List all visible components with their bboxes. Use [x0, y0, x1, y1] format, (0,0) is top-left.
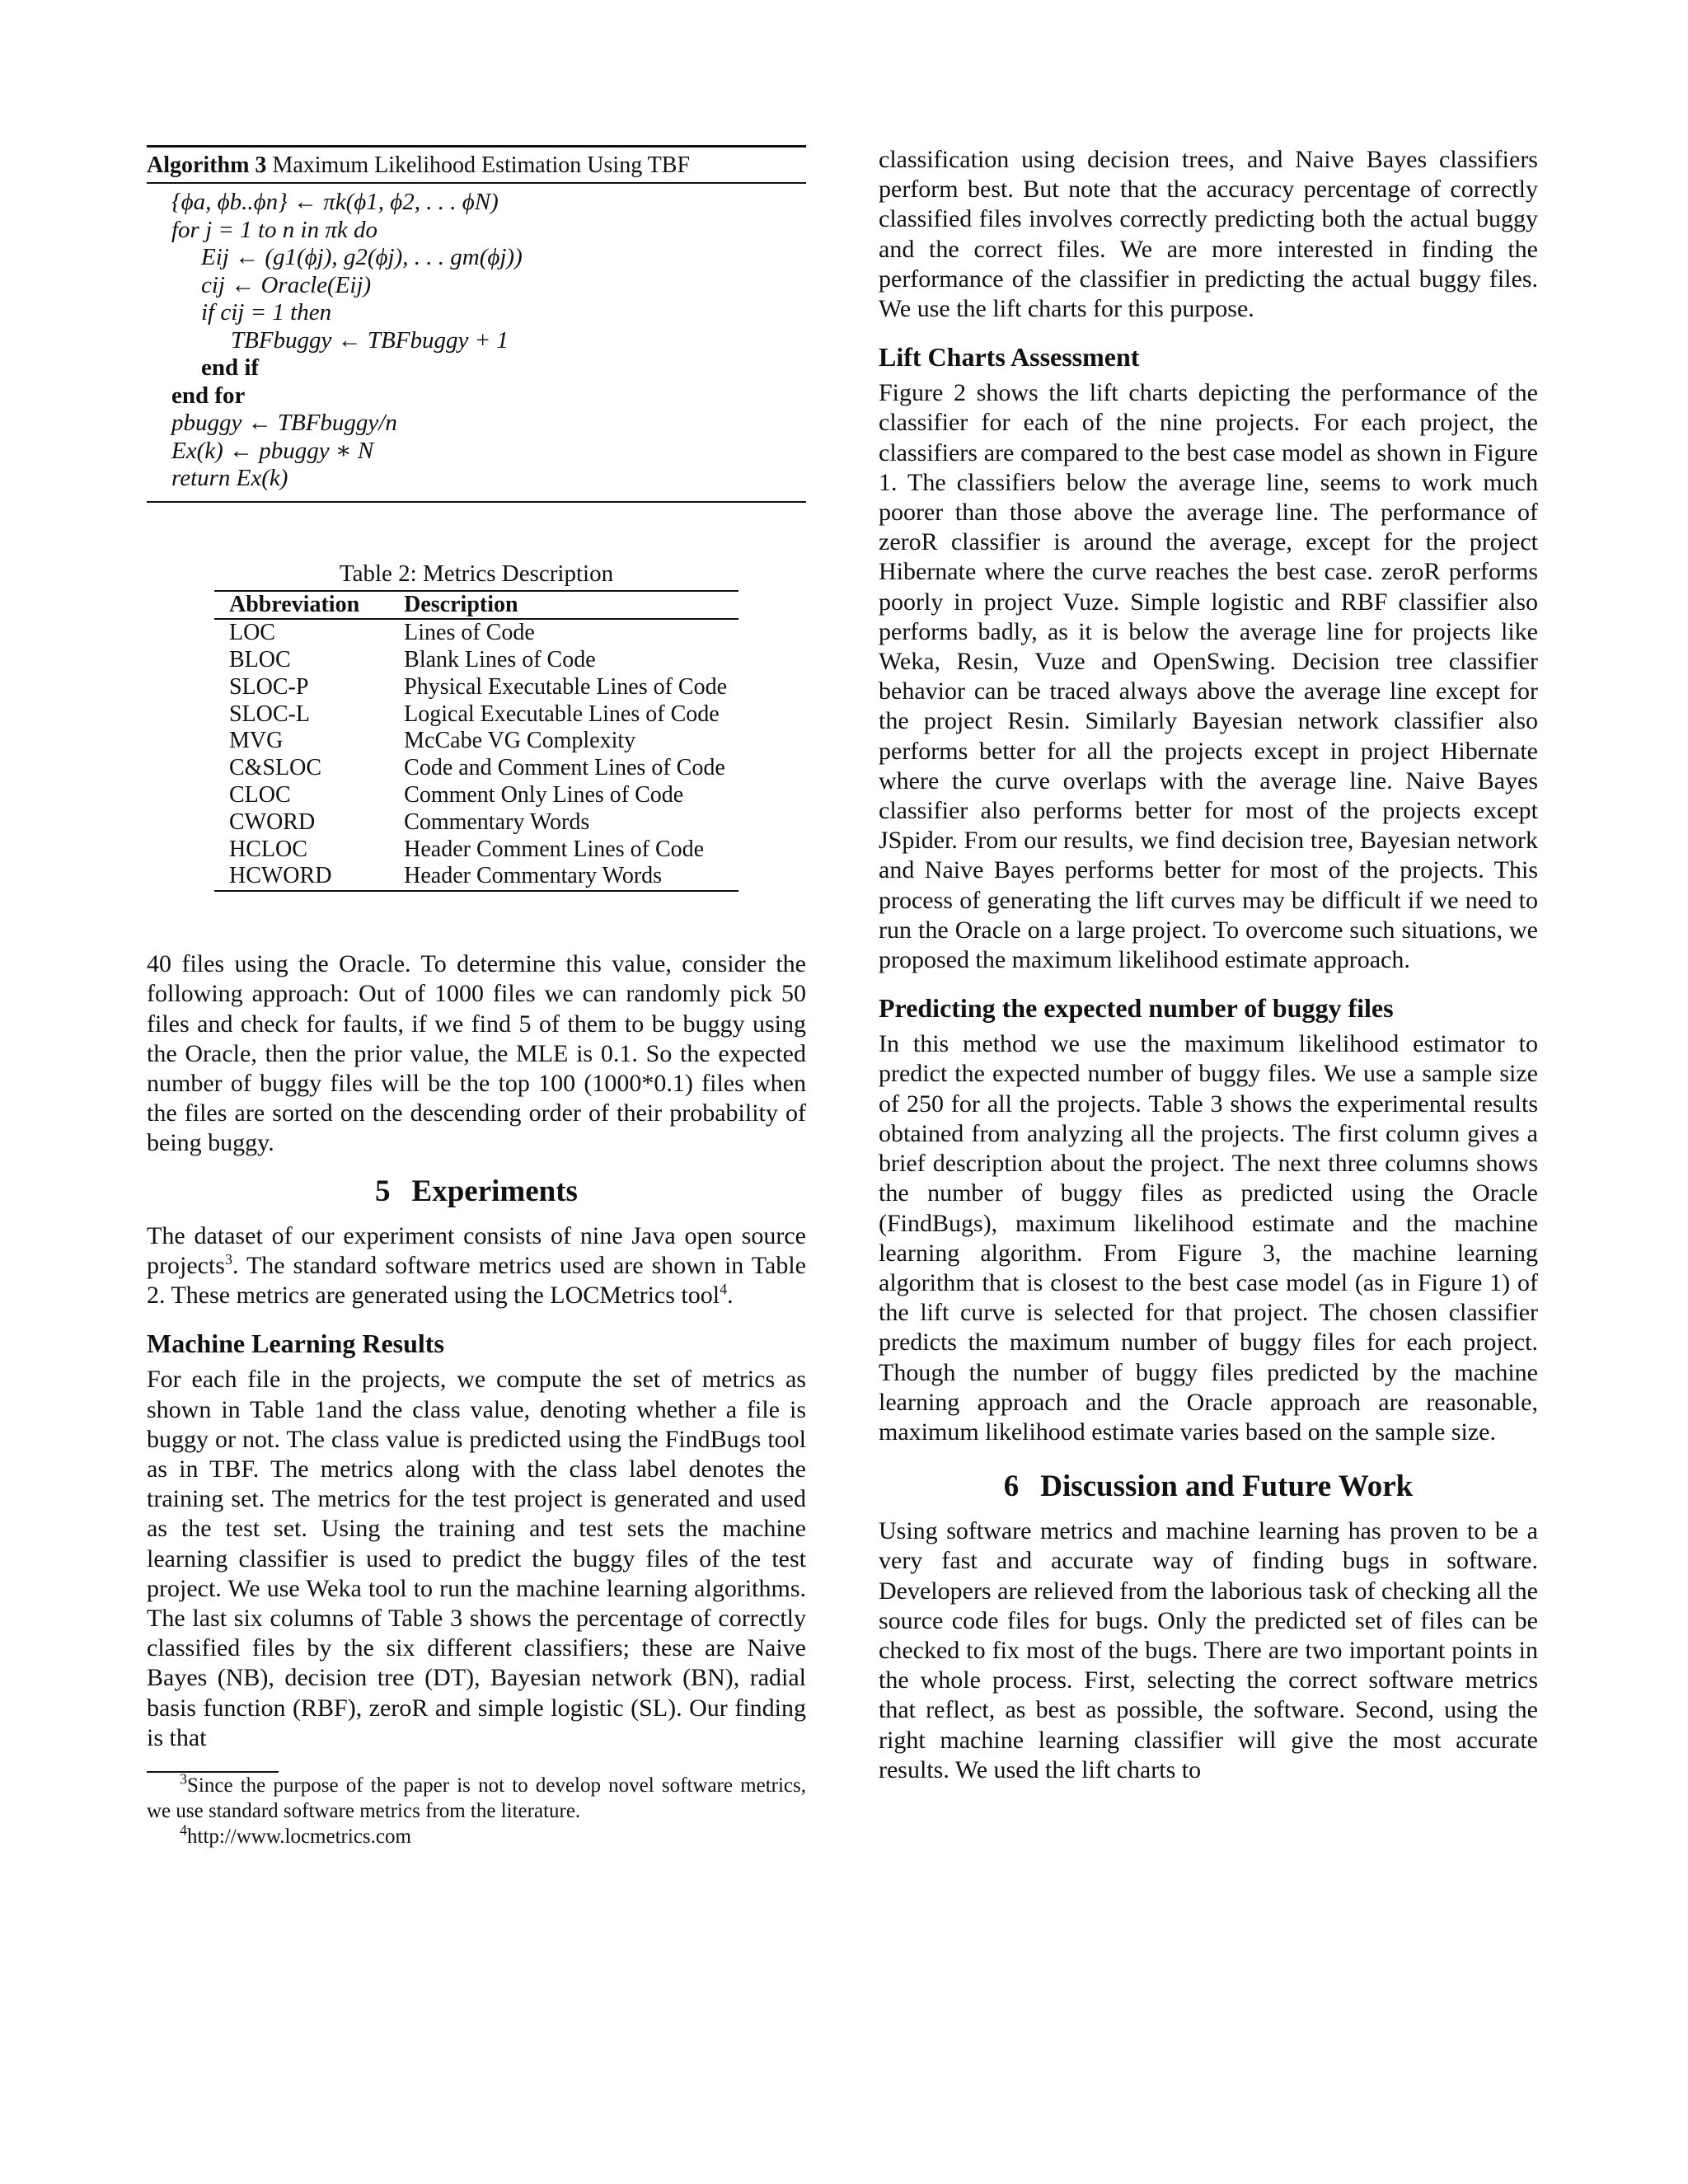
table-cell: Commentary Words — [404, 808, 590, 835]
table-cell: HCWORD — [214, 863, 389, 891]
section-title: Discussion and Future Work — [1040, 1469, 1414, 1504]
table-cell: MVG — [228, 728, 284, 754]
footnote-mark: 3 — [180, 1770, 187, 1788]
table-cell: CLOC — [228, 782, 291, 808]
algorithm-body — [147, 184, 806, 503]
table-2 — [147, 559, 806, 893]
table-row — [214, 728, 738, 755]
table-row — [214, 863, 738, 891]
table-row — [214, 809, 738, 837]
table-caption-text: Metrics Description — [422, 560, 614, 587]
table-cell: BLOC — [228, 647, 291, 673]
table-row — [214, 755, 738, 782]
prediction-heading: Predicting the expected number of buggy files — [879, 993, 1394, 1024]
algorithm-line: Ex(k) ← pbuggy ∗ N — [171, 437, 374, 464]
table-cell: LOC — [228, 620, 275, 646]
prediction-paragraph: In this method we use the maximum likelihood estimator to predict the expected number of buggy files. We use a sample size of 250 for all the projects. Table 3 shows the experimental results obtained from analyzing all the projects. The first column gives a brief description about the project. The next three columns shows the number of buggy files as predicted using the Oracle (FindBugs), maximum likelihood estimate and the machine learning algorithm. From Figure 3, the machine learning algorithm that is closest to the best case model (as in Figure 1) of the lift curve is selected for that project. The chosen classifier predicts the maximum number of buggy files for each project. Though the number of buggy files predicted by the machine learning approach and the Oracle approach are reasonable, maximum likelihood estimate varies based on the sample size. — [879, 1030, 1538, 1446]
table-cell: Blank Lines of Code — [404, 647, 596, 673]
table-row — [214, 782, 738, 809]
experiments-paragraph — [147, 1221, 806, 1311]
table-cell: Code and Comment Lines of Code — [404, 755, 725, 781]
footnote-3 — [147, 1770, 806, 1824]
table-cell: McCabe VG Complexity — [404, 728, 636, 754]
lift-charts-heading: Lift Charts Assessment — [879, 342, 1140, 373]
text-run: . The standard software metrics used are shown in Table 2. These metrics are generated using the LOCMetrics tool — [147, 1251, 806, 1310]
algorithm-box — [147, 145, 806, 503]
text-run: . — [727, 1282, 734, 1310]
left-column — [147, 145, 806, 1849]
table-row — [214, 647, 738, 674]
column-header: Abbreviation — [214, 591, 389, 620]
algorithm-label: Algorithm 3 — [147, 152, 267, 178]
table-caption-prefix: Table 2: — [339, 560, 417, 587]
section-6-heading — [879, 1469, 1538, 1505]
algorithm-line: if cij = 1 then — [201, 299, 332, 326]
footnote-text: Since the purpose of the paper is not to develop novel software metrics, we use standard software metrics from the literature. — [147, 1774, 806, 1822]
footnote-ref: 3 — [224, 1250, 232, 1268]
algorithm-line: pbuggy ← TBFbuggy/n — [171, 410, 397, 436]
table-cell: HCLOC — [228, 836, 307, 862]
table-cell: Comment Only Lines of Code — [404, 782, 684, 808]
classification-paragraph: classification using decision trees, and Naive Bayes classifiers perform best. But note that the accuracy percentage of correctly classified files involves correctly predicting both the actual buggy and the correct files. We are more interested in finding the performance of the classifier in predicting the actual buggy files. We use the lift charts for this purpose. — [879, 146, 1538, 323]
table-cell: Logical Executable Lines of Code — [404, 701, 720, 727]
table-cell: SLOC-P — [228, 673, 309, 700]
algorithm-line: {ϕa, ϕb..ϕn} ← πk(ϕ1, ϕ2, . . . ϕN) — [171, 189, 499, 215]
table-row — [214, 837, 738, 864]
footnote-4 — [147, 1821, 806, 1849]
footnote-mark: 4 — [180, 1821, 187, 1839]
algorithm-line: TBFbuggy ← TBFbuggy + 1 — [231, 326, 509, 354]
table-row — [214, 701, 738, 729]
section-number: 6 — [1003, 1469, 1020, 1504]
section-5-heading — [147, 1174, 806, 1210]
metrics-table — [214, 590, 738, 893]
table-cell: Header Comment Lines of Code — [404, 836, 705, 862]
table-cell: SLOC-L — [228, 701, 310, 727]
right-column — [879, 145, 1538, 1785]
algorithm-title: Maximum Likelihood Estimation Using TBF — [272, 152, 691, 178]
lift-charts-paragraph: Figure 2 shows the lift charts depicting the performance of the classifier for each of the nine projects. For each project, the classifiers are compared to the best case model as shown in Figure 1. The classifiers below the average line, seems to work much poorer than those above the average line. The performance of zeroR classifier is around the average, except for the project Hibernate where the curve reaches the best case. zeroR performs poorly in project Vuze. Simple logistic and RBF classifier also performs badly, as it is below the average line for projects like Weka, Resin, Vuze and OpenSwing. Decision tree classifier behavior can be traced always above the average line except for the project Resin. Similarly Bayesian network classifier also performs better for all the projects except in project Hibernate where the curve overlaps with the average line. Naive Bayes classifier also performs better for most of the projects except JSpider. From our results, we find decision tree, Bayesian network and Naive Bayes performs better for most of the projects. This process of generating the lift curves may be difficult if we need to run the Oracle on a large project. To overcome such situations, we proposed the maximum likelihood estimate approach. — [879, 379, 1538, 974]
text-run: The dataset of our experiment consists of nine Java open source projects — [147, 1221, 806, 1279]
table-row — [214, 619, 738, 647]
ml-results-heading: Machine Learning Results — [147, 1329, 444, 1359]
table-caption — [147, 559, 806, 588]
section-title: Experiments — [411, 1174, 578, 1208]
table-header-row — [214, 591, 738, 620]
footnote-url: http://www.locmetrics.com — [187, 1825, 411, 1848]
table-cell: Physical Executable Lines of Code — [404, 673, 728, 700]
section-number: 5 — [375, 1174, 391, 1208]
table-cell: C&SLOC — [228, 755, 321, 781]
table-cell: CWORD — [228, 808, 316, 835]
algorithm-line: Eij ← (g1(ϕj), g2(ϕj), . . . gm(ϕj)) — [201, 244, 523, 270]
algorithm-line: end for — [171, 382, 246, 409]
algorithm-line: return Ex(k) — [171, 465, 288, 491]
algorithm-line: for j = 1 to n in πk do — [171, 216, 377, 243]
footnote-ref: 4 — [720, 1281, 728, 1298]
table-cell: Lines of Code — [404, 620, 535, 646]
column-header: Description — [389, 591, 738, 620]
table-row — [214, 674, 738, 701]
algorithm-line: end if — [201, 354, 260, 381]
ml-results-paragraph: For each file in the projects, we compute the set of metrics as shown in Table 1and the class value, denoting whether a file is buggy or not. The class value is predicted using the FindBugs tool as in TBF. The metrics along with the class label denotes the training set. The metrics for the test project is generated and used as the test set. Using the training and test sets the machine learning classifier is used to predict the buggy files of the test project. We use Weka tool to run the machine learning algorithms. The last six columns of Table 3 shows the percentage of correctly classified files by the six different classifiers; these are Naive Bayes (NB), decision tree (DT), Bayesian network (BN), radial basis function (RBF), zeroR and simple logistic (SL). Our finding is that — [147, 1366, 806, 1751]
discussion-paragraph: Using software metrics and machine learning has proven to be a very fast and accurate way of finding bugs in software. Developers are relieved from the laborious task of checking all the source code files for bugs. Only the predicted set of files can be checked to fix most of the bugs. There are two important points in the whole process. First, selecting the correct software metrics that reflect, as best as possible, the software. Second, using the right machine learning classifier will give the most accurate results. We used the lift charts to — [879, 1517, 1538, 1783]
algorithm-line: cij ← Oracle(Eij) — [201, 271, 372, 298]
oracle-paragraph: 40 files using the Oracle. To determine this value, consider the following approach: Out of 1000 files we can randomly pick 50 files and check for faults, if we find 5 of them to be buggy using the Oracle, then the prior value, the MLE is 0.1. So the expected number of buggy files will be the top 100 (1000*0.1) files when the files are sorted on the descending order of their probability of being buggy. — [147, 950, 806, 1157]
algorithm-header — [147, 148, 806, 184]
table-cell: Header Commentary Words — [389, 863, 738, 891]
